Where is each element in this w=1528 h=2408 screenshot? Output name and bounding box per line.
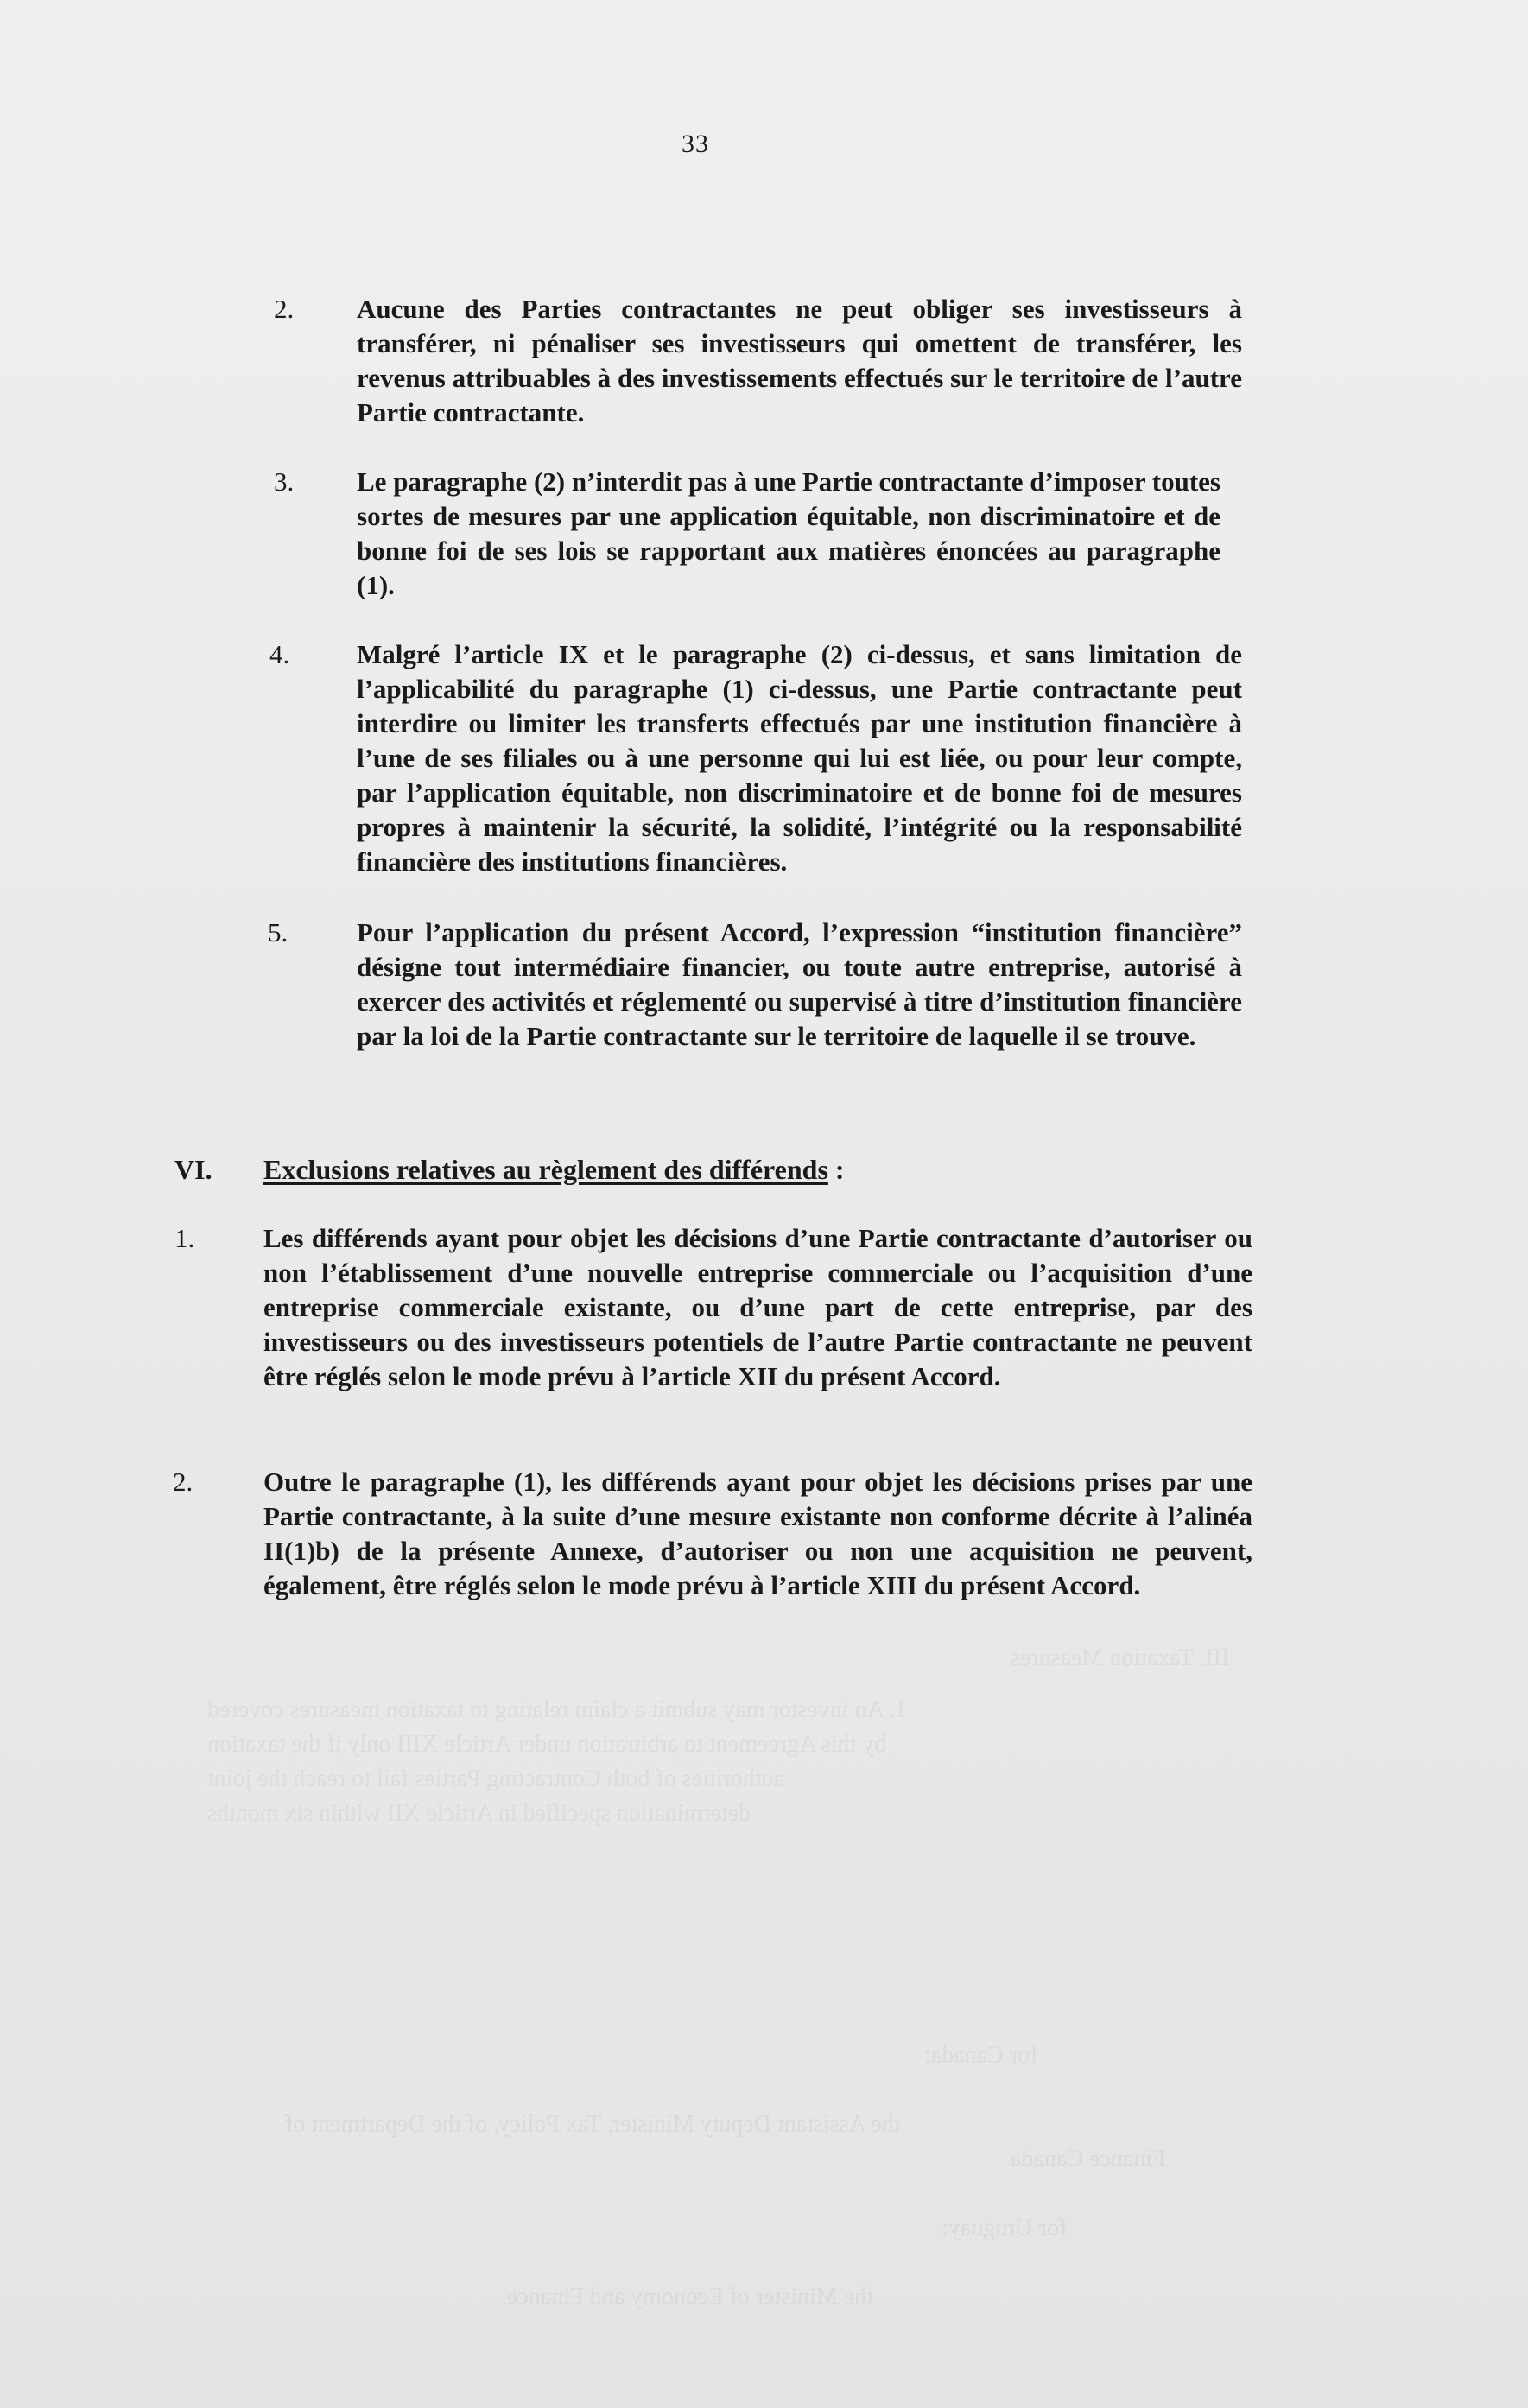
paragraph-text: Malgré l’article IX et le paragraphe (2) ci-dessus, et sans limitation de l’applicabilité du paragraphe (1) ci-dessus, une Partie contractante peut interdire ou limiter les transferts effectués par une institution financière à l’une de ses filiales ou à une personne qui lui est liée, ou pour leur compte, par l’application équitable, non discriminatoire et de bonne foi de mesures propres à maintenir la sécurité, la solidité, l’intégrité ou la responsabilité financière des institutions financières. (357, 639, 1242, 877)
paragraph-number: 5. (268, 917, 288, 947)
bleed-through-line: the Assistant Deputy Minister, Tax Policy, of the Department of (285, 2111, 901, 2138)
section-title: Exclusions relatives au règlement des différends (263, 1154, 828, 1185)
section-number: VI. (174, 1154, 212, 1185)
section-heading (263, 1152, 845, 1187)
bleed-through-line: the Minister of Economy and Finance. (501, 2284, 873, 2310)
paragraph-number: 3. (274, 466, 295, 497)
bleed-through-line: by this Agreement to arbitration under Article XIII only if the taxation (207, 1731, 887, 1758)
section-paragraph-text: Outre le paragraphe (1), les différends ayant pour objet les décisions prises par une Partie contractante, à la suite d’une mesure existante non conforme décrite à l’alinéa II(1)b) de la présente Annexe, d’autoriser ou non une acquisition ne peuvent, également, être réglés selon le mode prévu à l’article XIII du présent Accord. (263, 1467, 1252, 1600)
page-number: 33 (682, 130, 709, 158)
bleed-through-line: determination specified in Article XII within six months (207, 1800, 751, 1827)
bleed-through-line: authorities of both Contracting Parties fail to reach the joint (207, 1765, 784, 1792)
section-paragraph-number: 2. (173, 1467, 193, 1497)
section-paragraph-text: Les différends ayant pour objet les décisions d’une Partie contractante d’autoriser ou non l’établissement d’une nouvelle entreprise commerciale ou l’acquisition d’une entreprise commerciale existante, ou d’une part de cette entreprise, par des investisseurs ou des investisseurs potentiels de l’autre Partie contractante ne peuvent être réglés selon le mode prévu à l’article XII du présent Accord. (263, 1223, 1252, 1391)
bleed-through-line: for Canada: (924, 2042, 1038, 2069)
section-paragraph-number: 1. (174, 1223, 195, 1253)
paragraph-number: 4. (269, 639, 290, 669)
bleed-through-line: III. Taxation Measures (1011, 1644, 1230, 1671)
paragraph-text: Aucune des Parties contractantes ne peut obliger ses investisseurs à transférer, ni pénaliser ses investisseurs qui omettent de transférer, les revenus attribuables à des investissements effectués sur le territoire de l’autre Partie contractante. (357, 294, 1242, 428)
bleed-through-line: 1. An investor may submit a claim relating to taxation measures covered (207, 1696, 908, 1723)
section-title-colon: : (827, 1154, 845, 1185)
paragraph-number: 2. (274, 294, 295, 324)
paragraph-text: Pour l’application du présent Accord, l’expression “institution financière” désigne tout intermédiaire financier, ou toute autre entreprise, autorisé à exercer des activités et réglementé ou supervisé à titre d’institution financière par la loi de la Partie contractante sur le territoire de laquelle il se trouve. (357, 917, 1242, 1051)
bleed-through-line: Finance Canada (1011, 2145, 1166, 2172)
bleed-through-line: for Uruguay: (942, 2215, 1068, 2241)
paragraph-text: Le paragraphe (2) n’interdit pas à une Partie contractante d’imposer toutes sortes de mesures par une application équitable, non discriminatoire et de bonne foi de ses lois se rapportant aux matières énoncées au paragraphe (1). (357, 466, 1220, 600)
